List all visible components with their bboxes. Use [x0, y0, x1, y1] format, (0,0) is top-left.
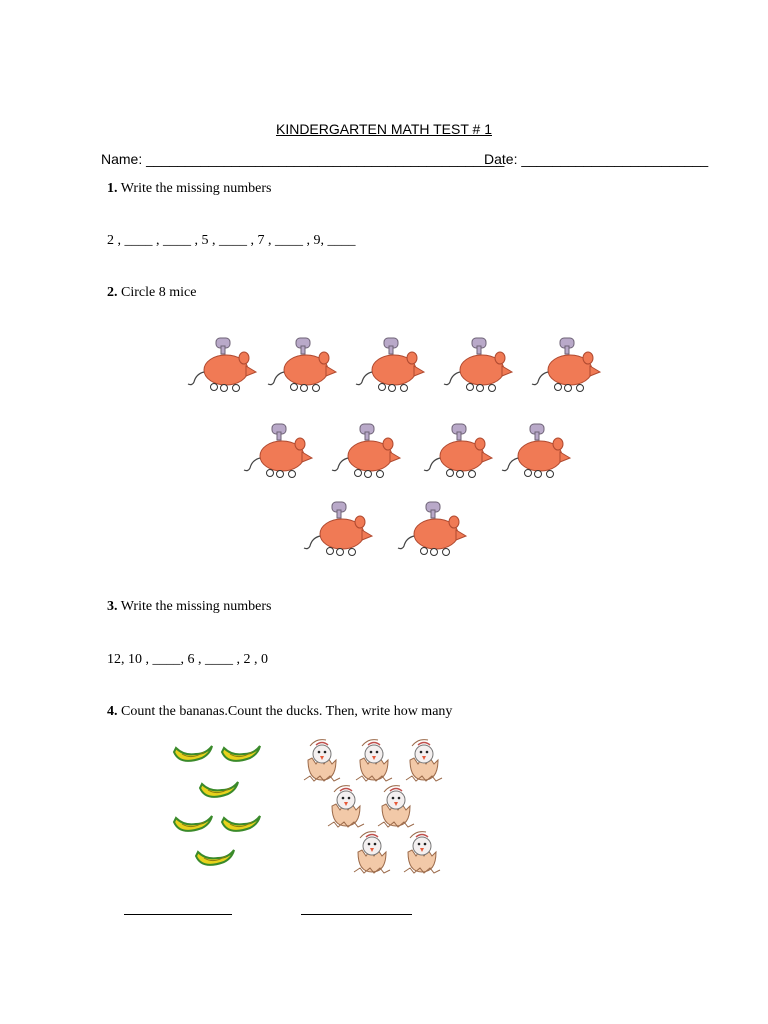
name-field[interactable]: Name: ______________________________________________ — [101, 151, 505, 167]
duck-answer-line[interactable] — [301, 914, 412, 915]
hatching-chick-icon — [354, 738, 396, 784]
mouse-3[interactable] — [356, 338, 424, 400]
test-title: KINDERGARTEN MATH TEST # 1 — [275, 121, 492, 137]
mouse-10[interactable] — [304, 502, 372, 564]
mouse-2[interactable] — [268, 338, 336, 400]
banana-icon — [194, 846, 238, 874]
mouse-9[interactable] — [502, 424, 570, 486]
mouse-4[interactable] — [444, 338, 512, 400]
question-3-number: 3. — [107, 599, 118, 614]
mouse-6[interactable] — [244, 424, 312, 486]
mouse-1[interactable] — [188, 338, 256, 400]
question-4 — [107, 704, 452, 720]
banana-answer-line[interactable] — [124, 914, 232, 915]
hatching-chick-icon — [302, 738, 344, 784]
banana-icon — [198, 778, 242, 806]
hatching-chick-icon — [404, 738, 446, 784]
banana-icon — [172, 742, 216, 770]
question-1-number: 1. — [107, 181, 118, 196]
question-2 — [107, 285, 196, 301]
question-1 — [107, 181, 271, 197]
question-3-sequence[interactable]: 12, 10 , ____, 6 , ____ , 2 , 0 — [107, 652, 268, 667]
question-4-text: Count the bananas.Count the ducks. Then, write how many — [117, 704, 453, 719]
mouse-7[interactable] — [332, 424, 400, 486]
question-1-text: Write the missing numbers — [117, 181, 272, 196]
mouse-5[interactable] — [532, 338, 600, 400]
hatching-chick-icon — [376, 784, 418, 830]
hatching-chick-icon — [402, 830, 444, 876]
hatching-chick-icon — [352, 830, 394, 876]
banana-icon — [220, 812, 264, 840]
question-3 — [107, 599, 271, 615]
date-field[interactable]: Date: ________________________ — [484, 151, 709, 167]
question-3-text: Write the missing numbers — [117, 599, 272, 614]
question-2-text: Circle 8 mice — [117, 285, 197, 300]
mouse-8[interactable] — [424, 424, 492, 486]
question-2-number: 2. — [107, 285, 118, 300]
hatching-chick-icon — [326, 784, 368, 830]
banana-icon — [220, 742, 264, 770]
banana-icon — [172, 812, 216, 840]
question-4-number: 4. — [107, 704, 118, 719]
mouse-11[interactable] — [398, 502, 466, 564]
question-1-sequence[interactable]: 2 , ____ , ____ , 5 , ____ , 7 , ____ , 9, ____ — [107, 233, 356, 248]
